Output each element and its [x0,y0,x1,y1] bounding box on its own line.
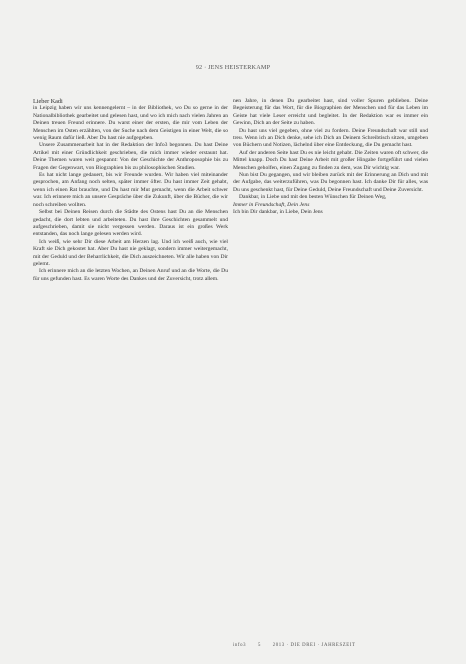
paragraph: Du hast uns viel gegeben, ohne viel zu fordern. Deine Freundschaft war still und treu. Wenn ich an Dich denke, sehe ich Dich an Deinem Schreibtisch sitzen, umgeben von Büchern und Notizen, lächelnd über eine Entdeckung, die Du gemacht hast. [233,127,428,149]
paragraph: Selbst bei Deinen Reisen durch die Städte des Ostens hast Du an die Menschen gedacht, die dort lebten und arbeiteten. Du hast ihre Geschichten gesammelt und aufgeschrieben, damit sie nicht vergessen werden. Daraus ist ein großes Werk entstanden, das noch lange gelesen werden wird. [33,209,228,238]
paragraph: nen Jahre, in denen Du gearbeitet hast, sind voller Spuren geblieben. Deine Begeisterung für das Wort, für die Biographien der Menschen und für das Leben im Geiste hat viele Leser erreicht und begleitet. In der Redaktion war es immer ein Gewinn, Dich an der Seite zu haben. [233,98,428,127]
page-number: 5 [257,643,261,648]
closing-note: Ich bin Dir dankbar, in Liebe, Dein Jens [233,209,323,216]
letter-salutation: Lieber Kadi [33,98,63,105]
paragraph: Ich erinnere mich an die letzten Wochen, an Deinen Anruf und an die Worte, die Du für uns gefunden hast. Es waren Worte des Dankes und der Zuversicht, trotz allem. [33,268,228,282]
running-header: 92 · JENS HEISTERKAMP [195,64,271,71]
left-column [33,98,228,638]
footer-right: 2013 · DIE DREI · JAHRESZEIT [272,643,356,648]
paragraph: Es hat nicht lange gedauert, bis wir Freunde wurden. Wir haben viel miteinander gesprochen, am Anfang noch selten, später immer öfter. Du hast immer Zeit gehabt, wenn ich einen Rat brauchte, und Du hast mir Mut gemacht, wenn die Arbeit schwer war. Ich erinnere mich an unsere Gespräche über die Zukunft, über die Bücher, die wir noch schreiben wollten. [33,172,228,208]
paragraph: Dankbar, in Liebe und mit den besten Wünschen für Deinen Weg, [239,194,387,201]
letter-signoff: Immer in Freundschaft, Dein Jens [233,201,310,208]
paragraph: Nun bist Du gegangen, und wir bleiben zurück mit der Erinnerung an Dich und mit der Aufgabe, das weiterzuführen, was Du begonnen hast. Ich danke Dir für alles, was Du uns geschenkt hast, für Deine Geduld, Deine Freundschaft und Deine Zuversicht. [233,172,428,193]
paragraph: Auf der anderen Seite hast Du es nie leicht gehabt. Die Zeiten waren oft schwer, die Mittel knapp. Doch Du hast Deine Arbeit mit großer Hingabe fortgeführt und vielen Menschen geholfen, einen Zugang zu finden zu dem, was Dir wichtig war. [233,149,428,171]
page-footer [233,643,433,648]
right-column [233,98,428,618]
footer-left: info3 [233,643,247,648]
paragraph: Ich weiß, wie sehr Dir diese Arbeit am Herzen lag. Und ich weiß auch, wie viel Kraft sie Dich gekostet hat. Aber Du hast nie geklagt, sondern immer weitergemacht, mit der Geduld und der Beharrlichkeit, die Dich auszeichneten. Wir alle haben von Dir gelernt. [33,238,228,267]
paragraph: Unsere Zusammenarbeit hat in der Redaktion der Info3 begonnen. Du hast Deine Artikel mit einer Gründlichkeit geschrieben, die mich immer wieder erstaunt hat. Deine Themen waren weit gespannt: Von der Geschichte der Anthroposophie bis zu Fragen der Gegenwart, von Biographien bis zu philosophischen Studien. [33,142,228,171]
paragraph: in Leipzig haben wir uns kennengelernt – in der Bibliothek, wo Du so gerne in der Nationalbibliothek gearbeitet und gelesen hast, und wo ich mich nach vielen Jahren an Deinen treuen Freund erinnere. Du warst einer der ersten, die mir vom Leben der Menschen im Osten erzählten, von der Suche nach dem Geistigen in einer Welt, die so wenig Raum dafür ließ. Aber Du hast nie aufgegeben. [33,105,228,142]
